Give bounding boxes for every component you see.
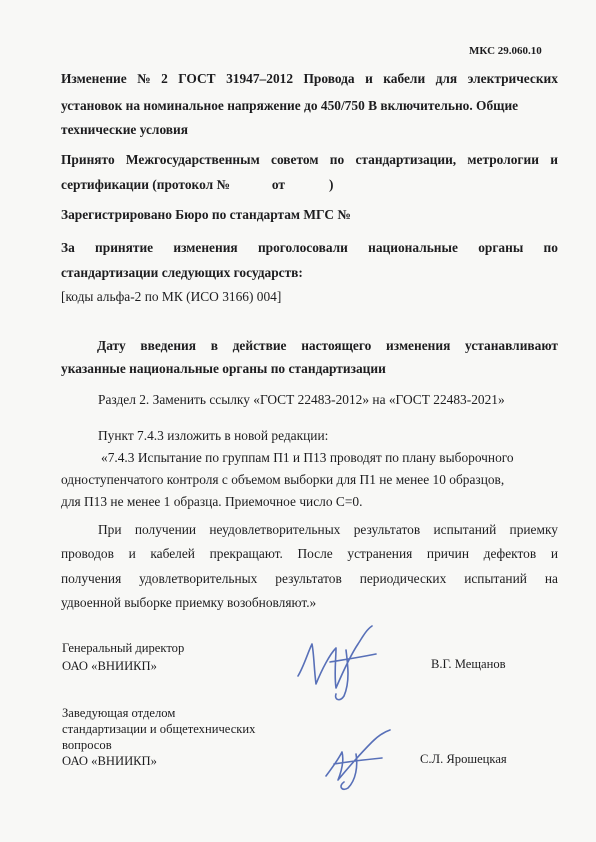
word: проголосовали (257, 240, 348, 255)
para2-line-2 (61, 546, 558, 562)
registered-line: Зарегистрировано Бюро по стандартам МГС № (61, 207, 351, 222)
word: прекращают. (209, 546, 283, 561)
word: проводов (61, 546, 114, 561)
para2-line-1 (98, 522, 558, 538)
word: получении (134, 522, 197, 537)
clause-text-line-2: одноступенчатого контроля с объемом выборки для П1 не менее 10 образцов, (61, 472, 505, 487)
word: При (98, 522, 122, 537)
word: и (128, 546, 136, 561)
voted-line-3: [коды альфа-2 по МК (ИСО 3166) 004] (61, 289, 282, 304)
effective-line-2: указанные национальные органы по стандартизации (61, 361, 386, 376)
title-line-2: установок на номинальное напряжение до 450/750 В включительно. Общие (61, 98, 519, 113)
word: изменения (386, 338, 451, 353)
word: За (61, 240, 75, 255)
signature-1-image (290, 614, 390, 704)
word: получения (61, 571, 122, 586)
adopted-from-label: от (271, 177, 286, 192)
signatory2-name: С.Л. Ярошецкая (420, 752, 507, 766)
mks-code: МКС 29.060.10 (469, 45, 542, 57)
word: принятие (95, 240, 154, 255)
word: кабелей (150, 546, 195, 561)
signatory1-position-line-1: Генеральный директор (62, 641, 185, 655)
word: по (543, 240, 558, 255)
adopted-protocol-label: сертификации (протокол № (61, 177, 230, 192)
word: и (550, 546, 558, 561)
word: Провода (303, 71, 355, 86)
word: Дату (97, 338, 126, 353)
word: и (365, 71, 373, 86)
word: приемку (509, 522, 558, 537)
word: национальные (368, 240, 458, 255)
signatory2-position-line-1: Заведующая отделом (62, 706, 176, 720)
word: кабели (383, 71, 426, 86)
word: испытаний (464, 571, 527, 586)
clause-text-line-1: «7.4.3 Испытание по группам П1 и П13 проводят по плану выборочного (101, 450, 514, 465)
adopted-line-1 (61, 152, 558, 168)
adopted-line-2 (61, 177, 333, 193)
word: 31947–2012 (226, 71, 294, 86)
voted-line-1 (61, 240, 558, 256)
word: испытаний (433, 522, 497, 537)
word: удовлетворительных (139, 571, 258, 586)
para2-line-3 (61, 571, 558, 587)
word: действие (232, 338, 287, 353)
signature-2-image (312, 724, 402, 794)
word: метрологии (467, 152, 539, 167)
word: После (297, 546, 333, 561)
word: для (435, 71, 458, 86)
word: и (550, 152, 558, 167)
word: № (137, 71, 151, 86)
clause-text-line-3: для П13 не менее 1 образца. Приемочное число С=0. (61, 494, 363, 509)
signatory1-position-line-2: ОАО «ВНИИКП» (62, 659, 157, 673)
title-line-3: технические условия (61, 122, 188, 137)
voted-line-2: стандартизации следующих государств: (61, 265, 303, 280)
section2-change: Раздел 2. Заменить ссылку «ГОСТ 22483-2012» на «ГОСТ 22483-2021» (98, 392, 505, 407)
word: стандартизации, (355, 152, 457, 167)
title-line-1 (61, 71, 558, 87)
word: Изменение (61, 71, 127, 86)
para2-line-4: удвоенной выборке приемку возобновляют.» (61, 595, 317, 610)
word: дефектов (483, 546, 537, 561)
word: ГОСТ (178, 71, 216, 86)
signatory2-position-line-3: вопросов (62, 738, 112, 752)
signatory1-name: В.Г. Мещанов (431, 657, 506, 671)
word: по (329, 152, 345, 167)
word: Межгосударственным (125, 152, 260, 167)
word: устанавливают (465, 338, 558, 353)
effective-line-1 (97, 338, 558, 354)
word: настоящего (301, 338, 372, 353)
word: советом (271, 152, 319, 167)
word: на (544, 571, 558, 586)
adopted-close-paren: ) (329, 177, 334, 192)
word: Принято (61, 152, 115, 167)
word: введения (140, 338, 196, 353)
word: неудовлетворительных (209, 522, 341, 537)
word: в (210, 338, 218, 353)
word: органы (478, 240, 524, 255)
word: 2 (161, 71, 168, 86)
word: периодических (359, 571, 447, 586)
signatory2-position-line-4: ОАО «ВНИИКП» (62, 754, 157, 768)
word: изменения (173, 240, 238, 255)
word: результатов (353, 522, 421, 537)
clause-intro: Пункт 7.4.3 изложить в новой редакции: (98, 428, 329, 443)
signatory2-position-line-2: стандартизации и общетехнических (62, 722, 256, 736)
word: устранения (347, 546, 413, 561)
word: причин (426, 546, 470, 561)
word: результатов (275, 571, 342, 586)
word: электрических (467, 71, 558, 86)
